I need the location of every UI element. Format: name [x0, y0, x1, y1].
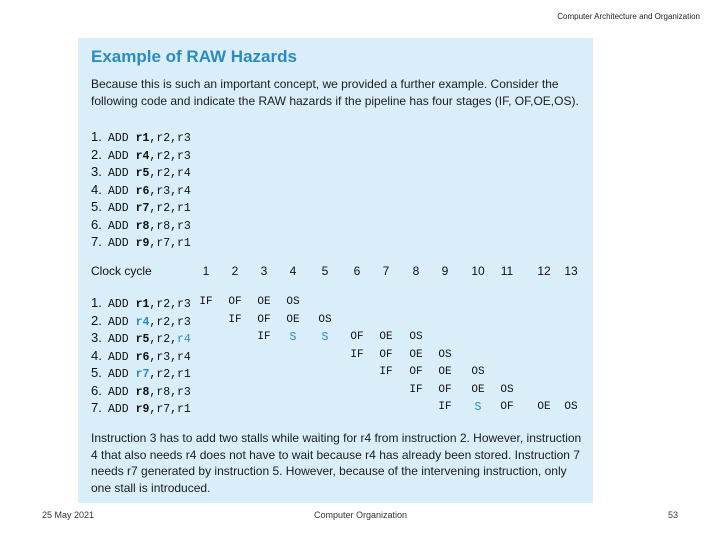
line-number: 1. — [91, 129, 102, 144]
stage-cell: IF — [350, 348, 364, 361]
opcode: ADD — [108, 132, 136, 145]
opcode: ADD — [108, 219, 136, 233]
code-listing — [91, 128, 191, 251]
source-registers: ,r8, — [149, 385, 178, 399]
schedule-row — [91, 329, 191, 347]
footer-date: 25 May 2021 — [42, 510, 95, 520]
intro-text: Because this is such an important concept, we provided a further example. Consider the following code and indicate the RAW hazards if the pipeline has four stages (IF, OF,OE,OS). — [91, 77, 579, 108]
explanation-text: Instruction 3 has to add two stalls while waiting for r4 from instruction 2. However, instruction 4 that also needs r4 does not have to wait because r4 has already been stored. Instruction 7 needs r7 generated by instruction 5. However, because of the intervening instruction, only one stall is introduced. — [91, 431, 582, 495]
clock-cycle-number: 2 — [231, 264, 239, 278]
stage-cell: OF — [379, 348, 393, 361]
source-register-last: r1 — [177, 368, 191, 381]
schedule-row — [91, 312, 191, 330]
dest-register: r9 — [135, 237, 150, 250]
opcode: ADD — [108, 202, 136, 215]
footer-center: Computer Organization — [314, 510, 408, 520]
stall-cell: S — [474, 401, 482, 414]
stage-cell: OS — [286, 296, 300, 308]
stage-cell: OE — [471, 383, 485, 396]
clock-cycle-number: 8 — [412, 264, 420, 278]
source-registers: ,r2,r3 — [149, 132, 191, 145]
stage-cell: OF — [438, 383, 452, 396]
code-line — [91, 216, 191, 234]
code-line — [91, 146, 191, 164]
code-line — [91, 163, 191, 181]
header-title: Computer Architecture and Organization — [557, 12, 700, 21]
source-register-last: r3 — [177, 298, 191, 311]
source-register-last: r1 — [177, 403, 191, 416]
line-number: 4. — [91, 347, 102, 363]
stage-cell: IF — [228, 313, 242, 326]
line-number: 1. — [91, 295, 102, 310]
source-registers: ,r2, — [149, 298, 178, 311]
code-line — [91, 233, 191, 251]
stage-cell: OS — [471, 366, 485, 378]
opcode: ADD — [108, 237, 136, 250]
stage-cell: OS — [500, 383, 514, 396]
line-number: 5. — [91, 365, 102, 380]
stall-cell: S — [289, 331, 297, 344]
stall-cell: S — [321, 331, 329, 344]
dest-register: r8 — [135, 219, 150, 233]
panel-title: Example of RAW Hazards — [91, 47, 297, 66]
stage-cell: OS — [438, 348, 452, 361]
stage-cell: OS — [564, 401, 578, 413]
stage-cell: IF — [257, 331, 271, 343]
stage-cell: OE — [438, 366, 452, 378]
line-number: 3. — [91, 330, 102, 345]
source-registers: ,r2,r3 — [149, 149, 191, 163]
source-register-last: r4 — [177, 333, 191, 346]
code-line — [91, 181, 191, 199]
clock-cycle-number: 6 — [353, 264, 361, 278]
opcode: ADD — [108, 184, 136, 198]
line-number: 2. — [91, 312, 102, 328]
source-registers: ,r2, — [149, 315, 178, 329]
clock-cycle-number: 10 — [471, 264, 485, 278]
opcode: ADD — [108, 298, 136, 311]
dest-register: r7 — [135, 202, 150, 215]
opcode: ADD — [108, 167, 136, 180]
source-register-last: r3 — [177, 315, 191, 329]
schedule-row — [91, 364, 191, 382]
clock-cycle-number: 4 — [289, 264, 297, 278]
opcode: ADD — [108, 385, 136, 399]
dest-register: r6 — [135, 350, 150, 364]
line-number: 7. — [91, 400, 102, 415]
stage-cell: OF — [228, 296, 242, 308]
clock-cycle-number: 12 — [537, 264, 551, 278]
source-register-last: r4 — [177, 350, 191, 364]
content-panel — [78, 38, 593, 503]
opcode: ADD — [108, 149, 136, 163]
opcode: ADD — [108, 350, 136, 364]
clock-cycle-number: 3 — [260, 264, 268, 278]
stage-cell: IF — [409, 383, 423, 396]
schedule-row — [91, 382, 191, 400]
source-registers: ,r2, — [149, 368, 178, 381]
code-line — [91, 198, 191, 216]
dest-register: r1 — [135, 132, 150, 145]
opcode: ADD — [108, 403, 136, 416]
opcode: ADD — [108, 368, 136, 381]
stage-cell: IF — [379, 366, 393, 378]
stage-cell: OS — [318, 313, 332, 326]
source-registers: ,r3,r4 — [149, 184, 191, 198]
line-number: 5. — [91, 199, 102, 214]
dest-register: r6 — [135, 184, 150, 198]
stage-cell: OE — [379, 331, 393, 343]
clock-cycle-number: 11 — [500, 264, 514, 278]
code-line — [91, 128, 191, 146]
opcode: ADD — [108, 333, 136, 346]
clock-cycle-number: 13 — [564, 264, 578, 278]
line-number: 6. — [91, 382, 102, 398]
schedule-row — [91, 347, 191, 365]
stage-cell: IF — [199, 296, 213, 308]
line-number: 4. — [91, 181, 102, 197]
source-registers: ,r2, — [149, 333, 178, 346]
line-number: 3. — [91, 164, 102, 179]
dest-register: r4 — [135, 315, 150, 329]
dest-register: r1 — [135, 298, 150, 311]
source-registers: ,r2,r1 — [149, 202, 191, 215]
line-number: 6. — [91, 216, 102, 232]
schedule-row — [91, 399, 191, 417]
dest-register: r5 — [135, 333, 150, 346]
line-number: 7. — [91, 234, 102, 249]
stage-cell: OE — [409, 348, 423, 361]
line-number: 2. — [91, 146, 102, 162]
stage-cell: IF — [438, 401, 452, 413]
stage-cell: OS — [409, 331, 423, 343]
stage-cell: OF — [500, 401, 514, 413]
stage-cell: OF — [257, 313, 271, 326]
schedule-row — [91, 294, 191, 312]
source-registers: ,r8,r3 — [149, 219, 191, 233]
stage-cell: OE — [286, 313, 300, 326]
stage-cell: OE — [537, 401, 551, 413]
dest-register: r8 — [135, 385, 150, 399]
dest-register: r4 — [135, 149, 150, 163]
stage-cell: OF — [409, 366, 423, 378]
source-registers: ,r3, — [149, 350, 178, 364]
clock-cycle-number: 9 — [441, 264, 449, 278]
dest-register: r9 — [135, 403, 150, 416]
clock-cycle-number: 5 — [321, 264, 329, 278]
clock-cycle-label: Clock cycle — [91, 264, 152, 278]
dest-register: r7 — [135, 368, 150, 381]
footer-page-number: 53 — [668, 510, 679, 520]
clock-cycle-number: 7 — [382, 264, 390, 278]
source-registers: ,r7, — [149, 403, 178, 416]
dest-register: r5 — [135, 167, 150, 180]
stage-cell: OF — [350, 331, 364, 343]
source-registers: ,r2,r4 — [149, 167, 191, 180]
clock-cycle-number: 1 — [202, 264, 210, 278]
stage-cell: OE — [257, 296, 271, 308]
source-registers: ,r7,r1 — [149, 237, 191, 250]
source-register-last: r3 — [177, 385, 191, 399]
opcode: ADD — [108, 315, 136, 329]
